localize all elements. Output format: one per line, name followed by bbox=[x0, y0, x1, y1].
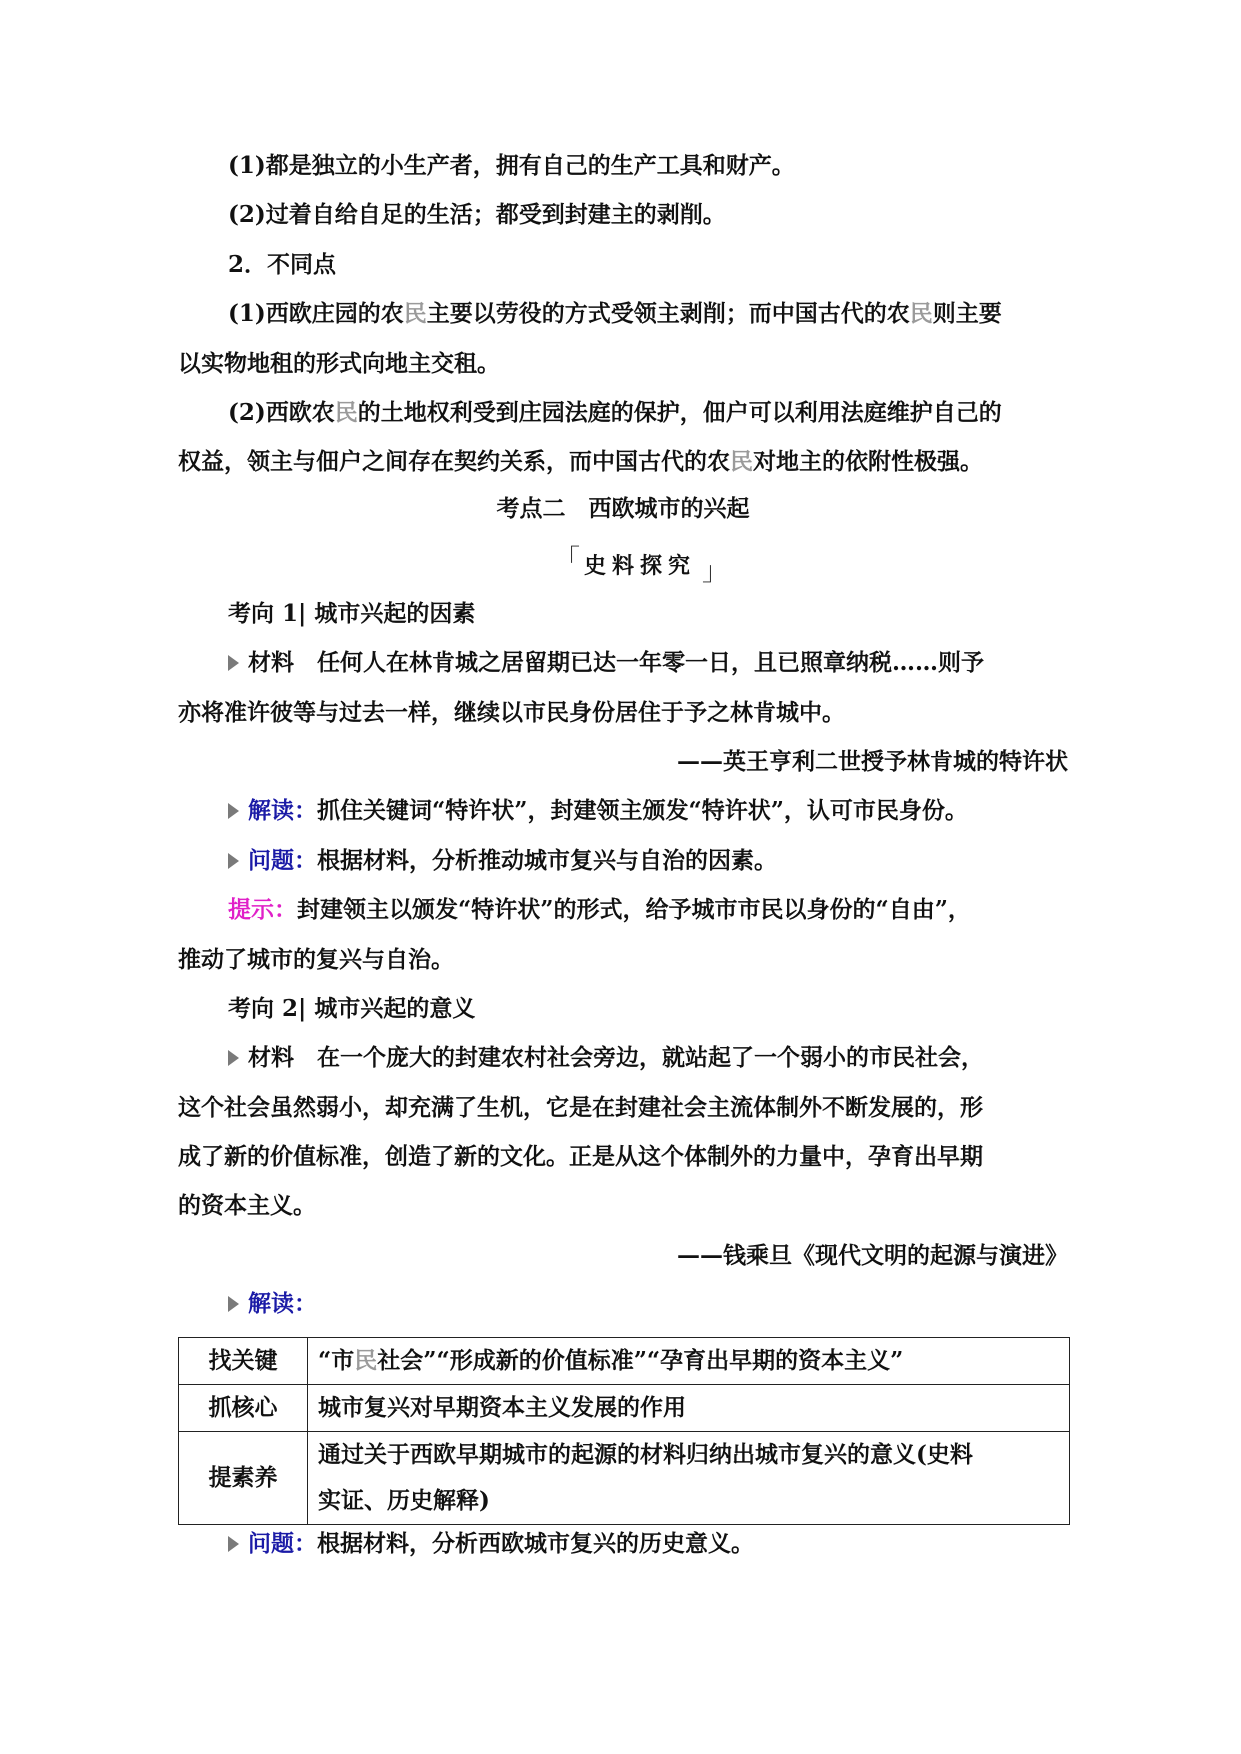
q1-hint-line-2: 推动了城市的复兴与自治。 bbox=[178, 946, 454, 973]
table-cell-line-1: 通过关于西欧早期城市的起源的材料归纳出城市复兴的意义(史料 bbox=[318, 1441, 973, 1468]
table-row-label: 找关键 bbox=[179, 1338, 308, 1385]
open-bracket: 「 bbox=[554, 545, 587, 575]
triangle-bullet-icon bbox=[228, 655, 239, 671]
q2-material-line-2: 这个社会虽然弱小，却充满了生机，它是在封建社会主流体制外不断发展的，形 bbox=[178, 1094, 983, 1121]
q1-question: 问题：根据材料，分析推动城市复兴与自治的因素。 bbox=[228, 845, 1068, 877]
table-row-label: 抓核心 bbox=[179, 1385, 308, 1432]
difference-point-2-line-2: 权益，领主与佃户之间存在契约关系，而中国古代的农民对地主的依附性极强。 bbox=[178, 448, 983, 475]
table-row bbox=[179, 1432, 1070, 1525]
q2-material-line-4: 的资本主义。 bbox=[178, 1192, 316, 1219]
table-cell-line-2: 实证、历史解释) bbox=[318, 1487, 490, 1514]
q2-reading-label: 解读： bbox=[228, 1288, 1068, 1320]
close-bracket: 」 bbox=[701, 557, 734, 587]
q1-material-line-1: 材料 任何人在林肯城之居留期已达一年零一日，且已照章纳税……则予 bbox=[228, 647, 1068, 679]
triangle-bullet-icon bbox=[228, 1050, 239, 1066]
difference-point-1-line-1: (1)西欧庄园的农民主要以劳役的方式受领主剥削；而中国古代的农民则主要 bbox=[228, 300, 1002, 327]
q1-material-line-2: 亦将准许彼等与过去一样，继续以市民身份居住于予之林肯城中。 bbox=[178, 699, 845, 726]
difference-point-2-line-1: (2)西欧农民的土地权利受到庄园法庭的保护，佃户可以利用法庭维护自己的 bbox=[228, 399, 1002, 426]
q2-source: ——钱乘旦《现代文明的起源与演进》 bbox=[677, 1242, 1068, 1269]
triangle-bullet-icon bbox=[228, 853, 239, 869]
table-row bbox=[179, 1338, 1070, 1385]
historical-materials-banner bbox=[554, 545, 734, 587]
triangle-bullet-icon bbox=[228, 803, 239, 819]
q2-heading: 考向 2| 城市兴起的意义 bbox=[228, 995, 476, 1022]
common-point-1: (1)都是独立的小生产者，拥有自己的生产工具和财产。 bbox=[228, 152, 795, 179]
table-row-label: 提素养 bbox=[179, 1432, 308, 1525]
q1-source: ——英王亨利二世授予林肯城的特许状 bbox=[677, 748, 1068, 775]
q2-material-line-1: 材料 在一个庞大的封建农村社会旁边，就站起了一个弱小的市民社会， bbox=[228, 1042, 1068, 1074]
banner-text: 史料探究 bbox=[583, 553, 696, 579]
common-point-2: (2)过着自给自足的生活；都受到封建主的剥削。 bbox=[228, 201, 726, 228]
table-row bbox=[179, 1385, 1070, 1432]
q2-question: 问题：根据材料，分析西欧城市复兴的历史意义。 bbox=[228, 1528, 1068, 1560]
table-row-content bbox=[308, 1432, 1070, 1525]
analysis-table bbox=[178, 1337, 1070, 1525]
q1-reading: 解读：抓住关键词“特许状”，封建领主颁发“特许状”，认可市民身份。 bbox=[228, 795, 1068, 827]
triangle-bullet-icon bbox=[228, 1536, 239, 1552]
q1-heading: 考向 1| 城市兴起的因素 bbox=[228, 600, 476, 627]
difference-heading: 2．不同点 bbox=[228, 251, 337, 278]
triangle-bullet-icon bbox=[228, 1296, 239, 1312]
q1-hint-line-1: 提示：封建领主以颁发“特许状”的形式，给予城市市民以身份的“自由”， bbox=[228, 896, 971, 923]
difference-point-1-line-2: 以实物地租的形式向地主交租。 bbox=[178, 350, 500, 377]
section-title: 考点二 西欧城市的兴起 bbox=[496, 495, 750, 522]
q2-material-line-3: 成了新的价值标准，创造了新的文化。正是从这个体制外的力量中，孕育出早期 bbox=[178, 1143, 983, 1170]
table-row-content: “市民社会”“形成新的价值标准”“孕育出早期的资本主义” bbox=[308, 1338, 1070, 1385]
table-row-content: 城市复兴对早期资本主义发展的作用 bbox=[308, 1385, 1070, 1432]
